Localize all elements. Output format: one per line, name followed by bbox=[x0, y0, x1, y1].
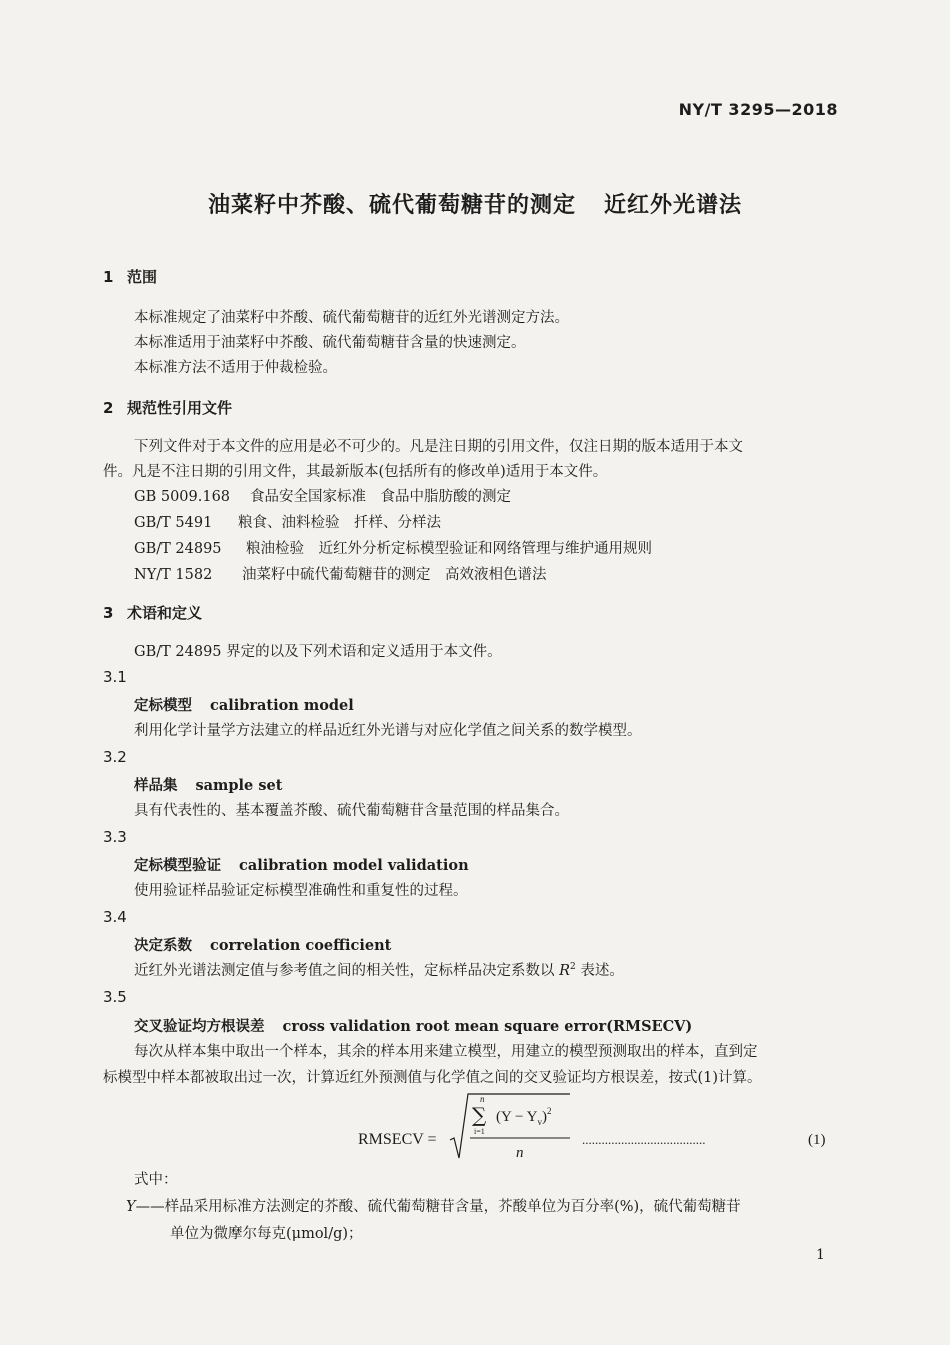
term-definition: 使用验证样品验证定标模型准确性和重复性的过程。 bbox=[134, 883, 468, 899]
formula-lhs: RMSECV = bbox=[358, 1131, 437, 1148]
section-1-heading: 1 范围 bbox=[103, 268, 158, 286]
section-2-heading: 2 规范性引用文件 bbox=[103, 399, 233, 417]
section-3-heading: 3 术语和定义 bbox=[103, 604, 203, 622]
section-1-line-1: 本标准规定了油菜籽中芥酸、硫代葡萄糖苷的近红外光谱测定方法。 bbox=[134, 310, 569, 326]
sum-lower-limit: i=1 bbox=[474, 1127, 485, 1136]
term-heading: 定标模型验证 calibration model validation bbox=[134, 857, 469, 874]
where-definition-line-2: 单位为微摩尔每克(μmol/g)； bbox=[170, 1226, 363, 1242]
formula-numerator: $(Y - Y_v)^2$ bbox=[496, 1106, 552, 1127]
section-1-line-3: 本标准方法不适用于仲裁检验。 bbox=[134, 360, 337, 376]
section-2-intro-line-2: 件。凡是不注日期的引用文件，其最新版本(包括所有的修改单)适用于本文件。 bbox=[103, 464, 608, 480]
page-number: 1 bbox=[816, 1247, 825, 1263]
radical-sign bbox=[450, 1094, 570, 1158]
term-number: 3.5 bbox=[103, 988, 127, 1006]
equation-number: (1) bbox=[808, 1132, 826, 1148]
leader-dots: ...................................... bbox=[582, 1132, 706, 1147]
section-3-intro: GB/T 24895 界定的以及下列术语和定义适用于本文件。 bbox=[134, 644, 502, 660]
term-heading: 定标模型 calibration model bbox=[134, 697, 354, 714]
reference-item: GB/T 24895 粮油检验 近红外分析定标模型验证和网络管理与维护通用规则 bbox=[134, 541, 652, 557]
title-main: 油菜籽中芥酸、硫代葡萄糖苷的测定 bbox=[207, 193, 576, 218]
standard-number: NY/T 3295—2018 bbox=[678, 100, 838, 119]
term-heading: 交叉验证均方根误差 cross validation root mean square error(RMSECV) bbox=[134, 1018, 693, 1035]
term-definition: 具有代表性的、基本覆盖芥酸、硫代葡萄糖苷含量范围的样品集合。 bbox=[134, 803, 569, 819]
title-method: 近红外光谱法 bbox=[604, 193, 743, 218]
term-number: 3.4 bbox=[103, 908, 127, 926]
reference-item: GB 5009.168 食品安全国家标准 食品中脂肪酸的测定 bbox=[134, 489, 511, 505]
term-definition: 利用化学计量学方法建立的样品近红外光谱与对应化学值之间关系的数学模型。 bbox=[134, 723, 642, 739]
term-definition-line-1: 每次从样本集中取出一个样本，其余的样本用来建立模型，用建立的模型预测取出的样本，直到定 bbox=[134, 1044, 758, 1060]
where-label: 式中： bbox=[134, 1172, 178, 1188]
reference-item: NY/T 1582 油菜籽中硫代葡萄糖苷的测定 高效液相色谱法 bbox=[134, 567, 547, 583]
term-definition-line-2: 标模型中样本都被取出过一次，计算近红外预测值与化学值之间的交叉验证均方根误差，按式(1)计算。 bbox=[103, 1070, 762, 1086]
term-heading: 决定系数 correlation coefficient bbox=[134, 937, 392, 954]
sum-symbol: ∑ bbox=[472, 1103, 487, 1127]
rmsecv-formula bbox=[358, 1092, 838, 1162]
term-number: 3.3 bbox=[103, 828, 127, 846]
section-2-intro-line-1: 下列文件对于本文件的应用是必不可少的。凡是注日期的引用文件，仅注日期的版本适用于本文 bbox=[134, 439, 743, 455]
term-number: 3.1 bbox=[103, 668, 127, 686]
term-number: 3.2 bbox=[103, 748, 127, 766]
reference-item: GB/T 5491 粮食、油料检验 扦样、分样法 bbox=[134, 515, 441, 531]
where-definition-line-1: Y——样品采用标准方法测定的芥酸、硫代葡萄糖苷含量，芥酸单位为百分率(%)，硫代葡萄糖苷 bbox=[126, 1199, 741, 1215]
term-definition: 近红外光谱法测定值与参考值之间的相关性，定标样品决定系数以 $R^2$ 表述。 bbox=[134, 962, 624, 979]
formula-denominator: n bbox=[516, 1145, 524, 1161]
section-1-line-2: 本标准适用于油菜籽中芥酸、硫代葡萄糖苷含量的快速测定。 bbox=[134, 335, 526, 351]
term-heading: 样品集 sample set bbox=[134, 777, 283, 794]
document-title bbox=[0, 188, 950, 219]
sum-upper-limit: n bbox=[480, 1094, 485, 1104]
